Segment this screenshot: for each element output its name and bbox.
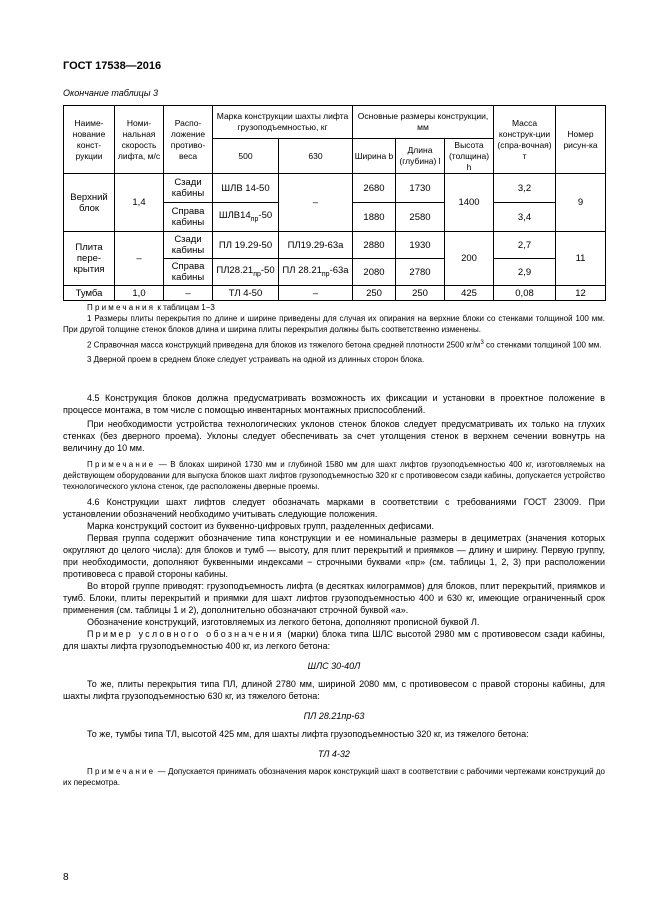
header-counterweight: Распо-ложение противо-веса bbox=[164, 106, 213, 174]
row-stand-speed: 1,0 bbox=[115, 286, 164, 301]
header-name: Наиме-нование конст-рукции bbox=[64, 106, 115, 174]
table-note-1: 1 Размеры плиты перекрытия по длине и ширине приведены для случая их опирания на верхние блоки со стенками толщиной 100 мм. При другой толщине стенок блоков длина и ширина плиты перекрытия должны быть соответственно изменены. bbox=[63, 314, 605, 334]
row-stand-cw: – bbox=[164, 286, 213, 301]
section-4-5-p2: При необходимости устройства технологических уклонов стенок блоков следует предусматривать их только на глухих стенках (без дверного проема). Уклоны следует обеспечивать за счет утолщения стенок в верхнем сечении вовнутрь на величину до 10 мм. bbox=[63, 419, 605, 453]
row-stand-mass: 0,08 bbox=[494, 286, 556, 301]
row-stand-m630: – bbox=[279, 286, 353, 301]
row-slab-m500-2: $ПЛ28.21_{пр}-50$ bbox=[213, 259, 279, 286]
table-caption: Окончание таблицы 3 bbox=[63, 88, 158, 98]
example-mark-3: ТЛ 4-32 bbox=[318, 749, 350, 759]
section-4-5 bbox=[63, 392, 605, 492]
row-top-w1: 2680 bbox=[353, 174, 396, 203]
section-4-6-p1: 4.6 Конструкции шахт лифтов следует обозначать марками в соответствии с требованиями ГОСТ 23009. При установлении обозначений необходимо учитывать следующие положения. bbox=[63, 497, 605, 519]
table-3-continuation bbox=[63, 105, 606, 301]
section-4-6-example: Пример условного обозначения (марки) блока типа ШЛС высотой 2980 мм с противовесом сзади кабины, для шахты лифта грузоподъемностью 400 кг, из легкого бетона: bbox=[63, 629, 605, 651]
section-4-6-p4: Во второй группе приводят: грузоподъемность лифта (в десятках килограммов) для блоков, плит перекрытий, приямков и тумб. Блоки, плиты перекрытий и приямки для шахт лифтов грузоподъемностью 400 и 630 кг, имеющие ограниченный срок применения (см. таблицы 1 и 2), дополнительно обозначают строчной буквой «а». bbox=[63, 581, 605, 615]
row-slab-mass1: 2,7 bbox=[494, 232, 556, 259]
row-stand-l: 250 bbox=[396, 286, 445, 301]
row-stand-h: 425 bbox=[445, 286, 494, 301]
section-4-5-note: Примечание — В блоках шириной 1730 мм и глубиной 1580 мм для шахт лифтов грузоподъемностью 400 кг, изготовляемых на действующем оборудовании для выпуска блоков шахт лифтов грузоподъемностью 320 кг с противовесом сзади кабины, допускается устройство технологического уклона стенок, где расположены дверные проемы. bbox=[63, 460, 605, 491]
row-slab-m630-1: ПЛ19.29-63а bbox=[279, 232, 353, 259]
section-4-6-note: Примечание — Допускается принимать обозначения марок конструкций шахт в соответствии с рабочими чертежами конструкций до их пересмотра. bbox=[63, 767, 605, 787]
table-notes-heading: Примечания к таблицам 1−3 bbox=[87, 303, 215, 312]
row-slab-speed: – bbox=[115, 232, 164, 286]
section-4-6-p5: Обозначение конструкций, изготовляемых из легкого бетона, дополняют прописной буквой Л. bbox=[87, 617, 480, 627]
row-top-l1: 1730 bbox=[396, 174, 445, 203]
section-4-6-p6: То же, плиты перекрытия типа ПЛ, длиной 2780 мм, шириной 2080 мм, с противовесом с правой стороны кабины, для шахты лифта грузоподъемностью 630 кг, из тяжелого бетона: bbox=[63, 679, 605, 701]
table-note-3: 3 Дверной проем в среднем блоке следует устраивать на одной из длинных сторон блока. bbox=[87, 354, 425, 364]
row-top-speed: 1,4 bbox=[115, 174, 164, 232]
example-mark-2: ПЛ 28.21пр-63 bbox=[303, 711, 365, 721]
row-top-m500-2: $ШЛВ14_{пр}-50$ bbox=[213, 203, 279, 232]
example-mark-1: ШЛС 30-40Л bbox=[307, 661, 361, 671]
row-slab-l2: 2780 bbox=[396, 259, 445, 286]
row-top-mass1: 3,2 bbox=[494, 174, 556, 203]
row-slab-cw2: Справа кабины bbox=[164, 259, 213, 286]
row-top-w2: 1880 bbox=[353, 203, 396, 232]
row-stand-w: 250 bbox=[353, 286, 396, 301]
row-top-l2: 2580 bbox=[396, 203, 445, 232]
row-top-cw1: Сзади кабины bbox=[164, 174, 213, 203]
table-note-2: 2 Справочная масса конструкций приведена для блоков из тяжелого бетона средней плотности 2500 $кг/м^3$ со стенками толщиной 100 мм. bbox=[87, 340, 602, 350]
header-length: Длина (глубина) l bbox=[396, 139, 445, 174]
section-4-6-p3: Первая группа содержит обозначение типа конструкции и ее номинальные размеры в дециметрах (значения которых округляют до целого числа): для блоков и тумб — высоту, для плит перекрытий и приямков — длину и ширину. Первую группу, при необходимости, дополняют буквенными индексами − строчными буквами «пр» (см. таблицы 1, 2, 3) при расположении противовеса с правой стороны кабины. bbox=[63, 533, 605, 579]
section-4-6-p7: То же, тумбы типа ТЛ, высотой 425 мм, для шахты лифта грузоподъемностью 320 кг, из тяжелого бетона: bbox=[87, 729, 529, 739]
header-width: Ширина b bbox=[353, 139, 396, 174]
row-stand-m500: ТЛ 4-50 bbox=[213, 286, 279, 301]
section-4-6-p2: Марка конструкций состоит из буквенно-цифровых групп, разделенных дефисами. bbox=[87, 521, 435, 531]
row-slab-fig: 11 bbox=[556, 232, 606, 286]
row-stand-fig: 12 bbox=[556, 286, 606, 301]
header-500: 500 bbox=[213, 139, 279, 174]
row-top-fig: 9 bbox=[556, 174, 606, 232]
row-top-cw2: Справа кабины bbox=[164, 203, 213, 232]
row-slab-mass2: 2,9 bbox=[494, 259, 556, 286]
header-height: Высота (толщина) h bbox=[445, 139, 494, 174]
row-stand-name: Тумба bbox=[64, 286, 115, 301]
header-630: 630 bbox=[279, 139, 353, 174]
row-slab-name: Плита пере-крытия bbox=[64, 232, 115, 286]
row-top-m500-1: ШЛВ 14-50 bbox=[213, 174, 279, 203]
row-top-m630: – bbox=[279, 174, 353, 232]
row-slab-w1: 2880 bbox=[353, 232, 396, 259]
section-4-6 bbox=[63, 496, 605, 788]
header-speed: Номи-нальная скорость лифта, м/с bbox=[115, 106, 164, 174]
row-slab-m630-2: ПЛ $28.21_{пр}-63а$ bbox=[279, 259, 353, 286]
header-mark: Марка конструкции шахты лифта грузоподъемностью, кг bbox=[213, 106, 353, 139]
header-mass: Масса конструк-ции (спра-вочная) т bbox=[494, 106, 556, 174]
row-slab-w2: 2080 bbox=[353, 259, 396, 286]
row-top-h: 1400 bbox=[445, 174, 494, 232]
row-slab-m500-1: ПЛ 19.29-50 bbox=[213, 232, 279, 259]
row-slab-cw1: Сзади кабины bbox=[164, 232, 213, 259]
row-slab-l1: 1930 bbox=[396, 232, 445, 259]
row-slab-h: 200 bbox=[445, 232, 494, 286]
page-number: 8 bbox=[63, 872, 69, 883]
document-header: ГОСТ 17538—2016 bbox=[63, 60, 162, 72]
row-top-mass2: 3,4 bbox=[494, 203, 556, 232]
header-figure: Номер рисун-ка bbox=[556, 106, 606, 174]
row-top-name: Верхний блок bbox=[64, 174, 115, 232]
section-4-5-p1: 4.5 Конструкция блоков должна предусматривать возможность их фиксации и установки в проектное положение в процессе монтажа, в том числе с помощью инвентарных монтажных приспособлений. bbox=[63, 393, 605, 415]
table-notes bbox=[63, 302, 605, 365]
header-dimensions: Основные размеры конструкции, мм bbox=[353, 106, 494, 139]
